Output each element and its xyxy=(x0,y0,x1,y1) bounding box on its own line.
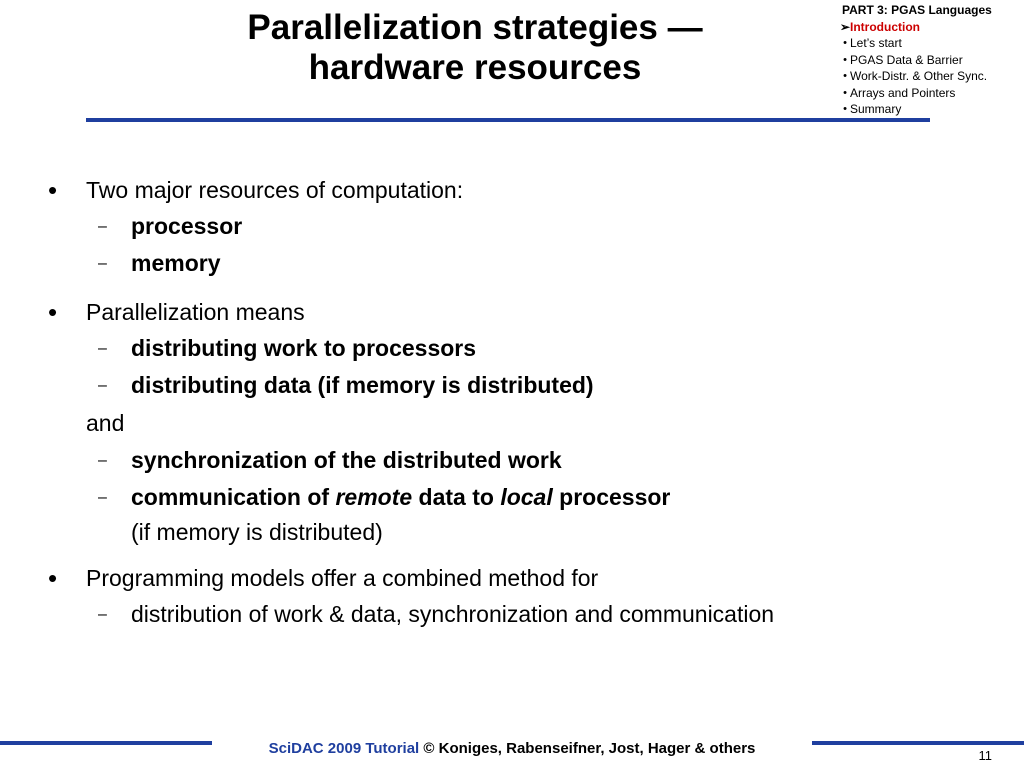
dash-icon: – xyxy=(98,606,107,623)
agenda-item-summary xyxy=(840,101,1024,118)
footer-authors: © Koniges, Rabenseifner, Jost, Hager & others xyxy=(419,740,756,757)
sub-item-text: memory xyxy=(131,250,221,276)
agenda-item-work-distr xyxy=(840,68,1024,85)
agenda-item-pgas-data-barrier xyxy=(840,52,1024,69)
dash-icon: – xyxy=(98,489,107,506)
dash-icon: – xyxy=(98,377,107,394)
title-divider xyxy=(86,118,930,122)
dash-icon: – xyxy=(98,452,107,469)
dash-icon: – xyxy=(98,340,107,357)
agenda-item-label: Summary xyxy=(850,102,902,116)
dash-icon: – xyxy=(98,218,107,235)
agenda-panel xyxy=(840,2,1024,118)
bullet-icon: • xyxy=(48,297,58,327)
slide-title-line-1: Parallelization strategies — xyxy=(247,8,703,47)
footer-brand: SciDAC 2009 Tutorial xyxy=(268,740,420,757)
comm-text-remote: remote xyxy=(335,484,413,510)
page-number: 11 xyxy=(978,748,992,763)
sub-item-processor xyxy=(98,208,976,245)
sub-item-communication xyxy=(98,479,976,548)
footer-divider-left xyxy=(0,741,212,745)
sub-item-text: distributing data (if memory is distributed) xyxy=(131,372,594,398)
sub-item-text: distributing work to processors xyxy=(131,335,477,361)
agenda-heading: PART 3: PGAS Languages xyxy=(842,3,992,17)
bullet-icon: • xyxy=(843,37,847,49)
sub-item-text: synchronization of the distributed work xyxy=(131,447,562,473)
slide-body xyxy=(46,172,976,633)
bullet-programming-models xyxy=(46,560,976,596)
bullet-icon: • xyxy=(843,86,847,99)
sub-item-text xyxy=(131,479,670,548)
sub-item-text: distribution of work & data, synchronization and communication xyxy=(131,601,775,627)
sub-item-synchronization xyxy=(98,442,976,479)
sub-item-distribution xyxy=(98,596,976,633)
bullet-icon: • xyxy=(843,103,847,115)
bullet-resources xyxy=(46,172,976,208)
bullet-text: Programming models offer a combined method for xyxy=(86,565,599,591)
bullet-icon: • xyxy=(48,175,58,205)
slide-title xyxy=(150,8,800,88)
sub-item-distribute-work xyxy=(98,330,976,367)
bullet-icon: • xyxy=(843,53,847,66)
slide-title-line-2: hardware resources xyxy=(308,48,642,87)
bullet-text: Two major resources of computation: xyxy=(86,177,464,203)
dash-icon: – xyxy=(98,255,107,272)
sub-item-text: processor xyxy=(131,213,243,239)
agenda-item-introduction xyxy=(840,19,1024,36)
connector-and: and xyxy=(86,410,125,436)
agenda-item-label: Arrays and Pointers xyxy=(850,85,956,100)
comm-text-local: local xyxy=(500,484,553,510)
sub-item-memory xyxy=(98,245,976,282)
comm-text-part: processor xyxy=(552,484,671,510)
comm-text-part: communication of xyxy=(131,484,336,510)
comm-text-part: data to xyxy=(412,484,501,510)
bullet-text: Parallelization means xyxy=(86,299,305,325)
footer-divider-right xyxy=(812,741,1024,745)
sub-item-distribute-data xyxy=(98,367,976,404)
arrow-bullet-icon: ➢ xyxy=(840,19,851,34)
comm-note: (if memory is distributed) xyxy=(131,519,383,545)
bullet-parallelization xyxy=(46,294,976,330)
bullet-icon: • xyxy=(843,70,847,82)
agenda-item-arrays-pointers xyxy=(840,85,1024,102)
agenda-item-label: Let’s start xyxy=(850,36,902,50)
agenda-item-label: Work-Distr. & Other Sync. xyxy=(850,69,988,83)
footer-credits xyxy=(212,740,812,757)
agenda-item-label: PGAS Data & Barrier xyxy=(850,52,963,67)
bullet-icon: • xyxy=(48,563,58,593)
agenda-item-lets-start xyxy=(840,35,1024,52)
agenda-item-label: Introduction xyxy=(850,19,920,34)
